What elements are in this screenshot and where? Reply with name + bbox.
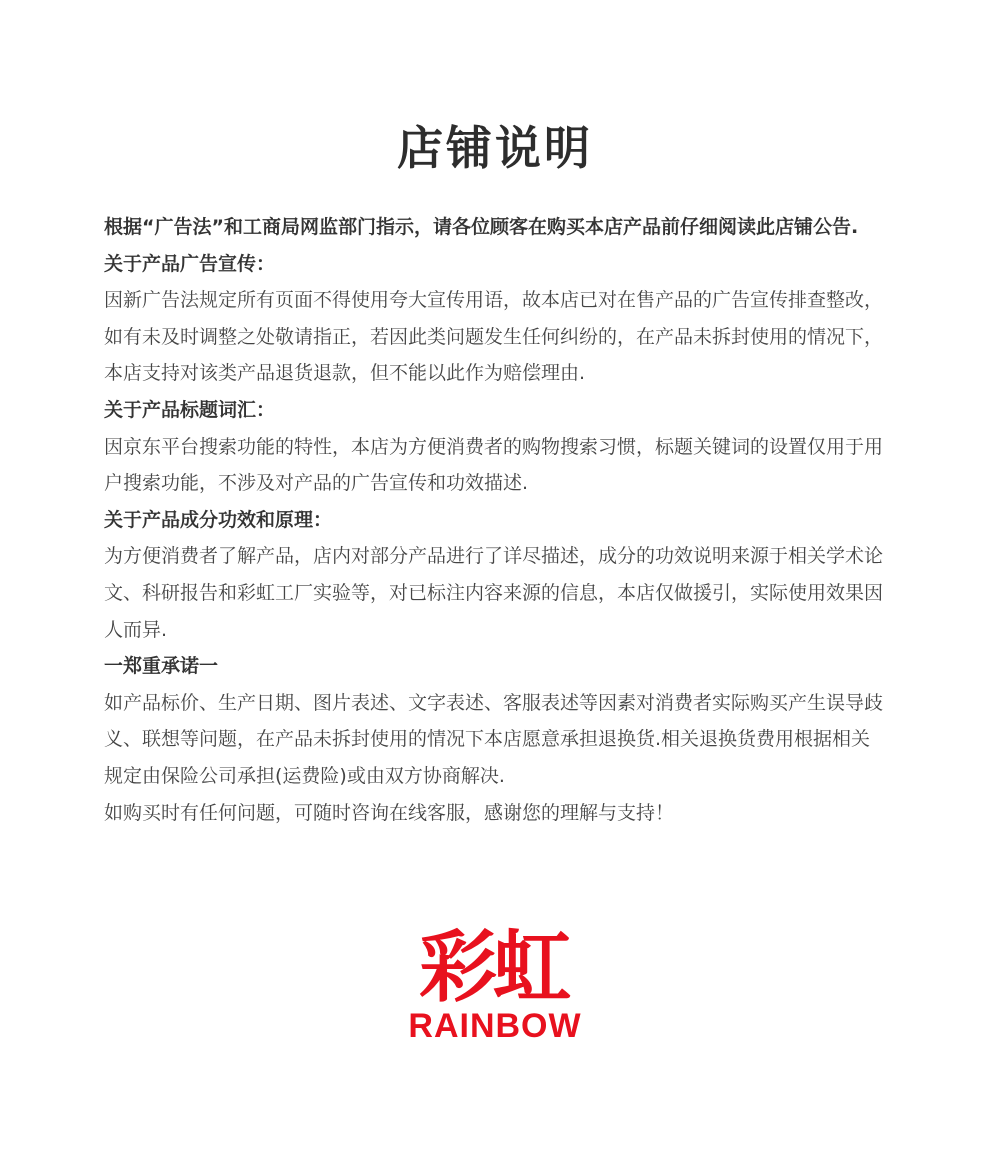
section-heading-title-keywords: 关于产品标题词汇： <box>104 398 276 421</box>
closing-paragraph: 如购买时有任何问题，可随时咨询在线客服，感谢您的理解与支持！ <box>104 801 675 824</box>
section-heading-ingredients: 关于产品成分功效和原理： <box>104 508 333 531</box>
brand-logo-english: RAINBOW <box>408 1007 582 1045</box>
section-body-ingredients: 为方便消费者了解产品，店内对部分产品进行了详尽描述，成分的功效说明来源于相关学术论文、科研报告和彩虹工厂实验等，对已标注内容来源的信息，本店仅做援引，实际使用效果因人而异. <box>104 545 884 641</box>
notice-body <box>104 209 886 831</box>
page-title: 店铺说明 <box>397 121 593 175</box>
section-body-advertising: 因新广告法规定所有页面不得使用夸大宣传用语，故本店已对在售产品的广告宣传排查整改，如有未及时调整之处敬请指正，若因此类问题发生任何纠纷的，在产品未拆封使用的情况下，本店支持对该类产品退货退款，但不能以此作为赔偿理由. <box>104 289 884 385</box>
section-body-commitment: 如产品标价、生产日期、图片表述、文字表述、客服表述等因素对消费者实际购买产生误导歧义、联想等问题，在产品未拆封使用的情况下本店愿意承担退换货.相关退换货费用根据相关规定由保险公司承担(运费险)或由双方协商解决. <box>104 691 884 787</box>
brand-logo-chinese: 彩虹 <box>418 923 567 1013</box>
section-heading-advertising: 关于产品广告宣传： <box>104 252 276 275</box>
section-heading-commitment: 一郑重承诺一 <box>104 655 219 678</box>
brand-logo <box>0 923 990 1046</box>
intro-paragraph: 根据“广告法”和工商局网监部门指示，请各位顾客在购买本店产品前仔细阅读此店铺公告. <box>104 216 859 238</box>
section-body-title-keywords: 因京东平台搜索功能的特性，本店为方便消费者的购物搜索习惯，标题关键词的设置仅用于用户搜索功能，不涉及对产品的广告宣传和功效描述. <box>104 435 884 495</box>
